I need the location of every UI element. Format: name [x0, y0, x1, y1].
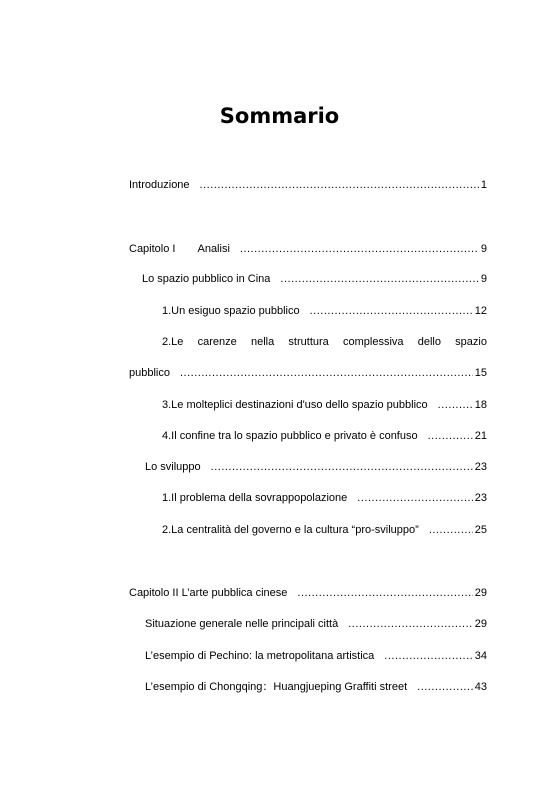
toc-word: struttura [288, 336, 329, 348]
toc-entry-pechino[interactable] [145, 647, 487, 663]
toc-leader [240, 242, 479, 256]
toc-label [129, 242, 230, 256]
toc-label: L’esempio di Chongqing：Huangjueping Graffiti street [145, 681, 408, 693]
toc-entry-molteplici-destinazioni[interactable] [162, 396, 487, 412]
toc-word: carenze [197, 336, 237, 348]
toc-page-number: 34 [474, 650, 487, 662]
toc-page-number: 15 [474, 367, 487, 379]
toc-label: Lo spazio pubblico in Cina [142, 273, 271, 285]
chapter-number: Capitolo I [129, 243, 176, 255]
toc-label: 1.Il problema della sovrappopolazione [162, 492, 348, 504]
toc-leader [357, 491, 472, 505]
toc-leader [417, 680, 473, 694]
page-title: Sommario [219, 104, 340, 128]
toc-page-number: 23 [474, 492, 487, 504]
toc-leader [297, 586, 472, 600]
toc-entry-spazio-pubblico-cina[interactable] [142, 270, 487, 286]
toc-leader [348, 617, 473, 631]
toc-page-number: 9 [480, 273, 487, 285]
toc-page-number: 12 [474, 305, 487, 317]
toc-leader [180, 366, 473, 380]
toc-page-number: 9 [480, 243, 487, 255]
toc-word: dello [417, 336, 441, 348]
toc-word: spazio [455, 336, 487, 348]
toc-entry-introduzione[interactable] [129, 176, 487, 192]
toc-page-number: 21 [474, 430, 487, 442]
toc-page-number: 23 [474, 461, 487, 473]
toc-entry-chongqing[interactable] [145, 678, 487, 694]
toc-entry-capitolo-2[interactable] [129, 584, 487, 600]
toc-entry-sviluppo[interactable] [145, 458, 487, 474]
toc-word: 2.Le [162, 336, 184, 348]
toc-word: complessiva [342, 336, 404, 348]
toc-leader [384, 649, 472, 663]
toc-label: Capitolo II L’arte pubblica cinese [129, 587, 288, 599]
toc-label: L’esempio di Pechino: la metropolitana artistica [145, 650, 375, 662]
chapter-title: Analisi [197, 243, 230, 255]
toc-page-number: 18 [474, 399, 487, 411]
toc-leader [200, 178, 479, 192]
toc-label: Situazione generale nelle principali città [145, 618, 339, 630]
toc-entry-centralita-governo[interactable] [162, 521, 487, 537]
toc-entry-esiguo-spazio[interactable] [162, 302, 487, 318]
toc-page-number: 43 [474, 681, 487, 693]
toc-entry-capitolo-1[interactable] [129, 240, 487, 256]
toc-entry-confine[interactable] [162, 427, 487, 443]
toc-label: 4.Il confine tra lo spazio pubblico e privato è confuso [162, 430, 418, 442]
toc-leader [429, 523, 473, 537]
toc-entry-sovrappopolazione[interactable] [162, 489, 487, 505]
toc-label: Introduzione [129, 179, 190, 191]
toc-entry-situazione-generale[interactable] [145, 615, 487, 631]
toc-label: pubblico [129, 367, 170, 379]
toc-page-number: 25 [474, 524, 487, 536]
toc-leader [280, 272, 478, 286]
toc-leader [310, 304, 473, 318]
toc-label: 2.La centralità del governo e la cultura “pro-sviluppo” [162, 524, 419, 536]
toc-label: 1.Un esiguo spazio pubblico [162, 305, 300, 317]
toc-entry-carenze-line1[interactable] [162, 333, 487, 349]
toc-page-number: 29 [474, 587, 487, 599]
toc-leader [428, 429, 473, 443]
toc-leader [211, 460, 473, 474]
toc-label: 3.Le molteplici destinazioni d'uso dello spazio pubblico [162, 399, 428, 411]
toc-leader [438, 398, 473, 412]
toc-entry-carenze-line2[interactable] [129, 364, 487, 380]
toc-page-number: 29 [474, 618, 487, 630]
toc-word: nella [250, 336, 275, 348]
toc-label: Lo sviluppo [145, 461, 201, 473]
toc-page-number: 1 [480, 179, 487, 191]
